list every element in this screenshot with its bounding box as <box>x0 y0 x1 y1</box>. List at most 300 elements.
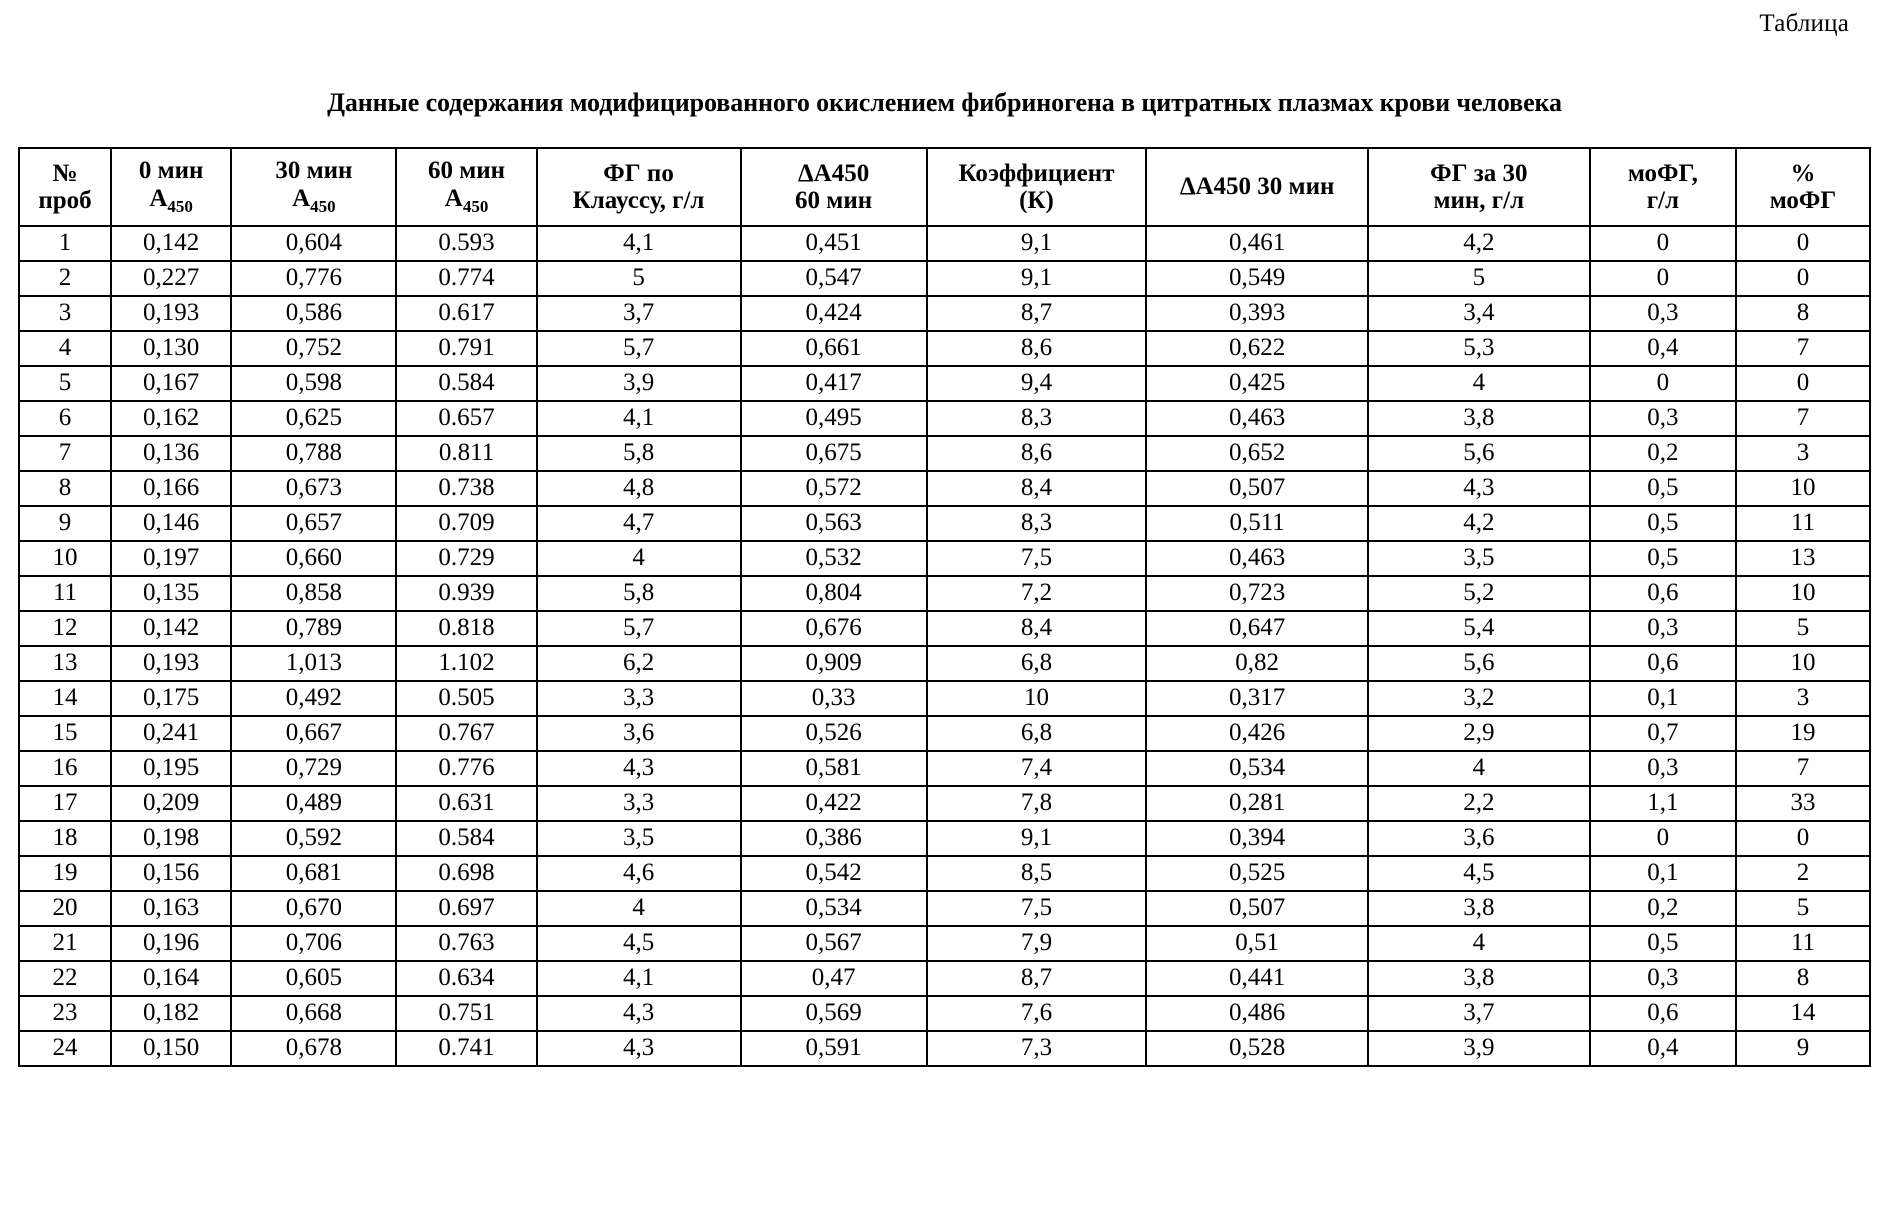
table-cell: 0,4 <box>1590 1031 1736 1066</box>
table-cell: 0.631 <box>396 786 536 821</box>
table-cell: 0,542 <box>741 856 927 891</box>
table-cell: 4,1 <box>537 226 741 261</box>
table-cell: 0,425 <box>1146 366 1368 401</box>
table-cell: 10 <box>927 681 1147 716</box>
table-cell: 5,8 <box>537 576 741 611</box>
table-cell: 3,6 <box>537 716 741 751</box>
table-cell: 3,9 <box>1368 1031 1590 1066</box>
table-cell: 0,591 <box>741 1031 927 1066</box>
table-cell: 10 <box>1736 576 1870 611</box>
table-cell: 0 <box>1736 821 1870 856</box>
table-cell: 4,5 <box>1368 856 1590 891</box>
column-header-subscript: 450 <box>310 196 336 216</box>
table-cell: 0,227 <box>111 261 231 296</box>
table-cell-sample-no: 18 <box>19 821 111 856</box>
table-cell: 11 <box>1736 926 1870 961</box>
table-cell: 7 <box>1736 331 1870 366</box>
table-cell-sample-no: 2 <box>19 261 111 296</box>
table-cell: 0,197 <box>111 541 231 576</box>
table-cell-sample-no: 19 <box>19 856 111 891</box>
column-header-line1: ΔA450 <box>797 159 870 187</box>
column-header-line1: 60 мин <box>428 157 506 185</box>
table-cell: 8 <box>1736 296 1870 331</box>
table-cell-sample-no: 10 <box>19 541 111 576</box>
table-cell: 0,394 <box>1146 821 1368 856</box>
table-cell: 4,5 <box>537 926 741 961</box>
table-cell: 0.698 <box>396 856 536 891</box>
table-row <box>19 436 1870 471</box>
column-header-line2: мин, г/л <box>1433 187 1525 214</box>
table-cell: 0.818 <box>396 611 536 646</box>
table-cell: 7,5 <box>927 541 1147 576</box>
table-cell: 0,549 <box>1146 261 1368 296</box>
table-cell: 0.709 <box>396 506 536 541</box>
table-cell: 0,752 <box>231 331 396 366</box>
table-cell: 9 <box>1736 1031 1870 1066</box>
table-cell: 0,625 <box>231 401 396 436</box>
table-cell: 0,3 <box>1590 611 1736 646</box>
table-cell: 0,5 <box>1590 926 1736 961</box>
table-row <box>19 786 1870 821</box>
table-cell: 0,622 <box>1146 331 1368 366</box>
table-cell: 0.657 <box>396 401 536 436</box>
table-cell: 3,9 <box>537 366 741 401</box>
table-cell-sample-no: 6 <box>19 401 111 436</box>
table-cell: 0,675 <box>741 436 927 471</box>
table-cell: 6,8 <box>927 716 1147 751</box>
column-header-line1: № <box>52 159 78 187</box>
table-cell: 0,47 <box>741 961 927 996</box>
table-cell: 14 <box>1736 996 1870 1031</box>
table-cell: 7,3 <box>927 1031 1147 1066</box>
column-header-0min <box>111 148 231 226</box>
table-cell: 1.102 <box>396 646 536 681</box>
table-cell: 0,668 <box>231 996 396 1031</box>
table-row <box>19 366 1870 401</box>
table-cell: 0,572 <box>741 471 927 506</box>
table-cell: 10 <box>1736 646 1870 681</box>
table-header <box>19 148 1870 226</box>
table-cell: 0,495 <box>741 401 927 436</box>
table-cell: 4,7 <box>537 506 741 541</box>
table-cell: 0,198 <box>111 821 231 856</box>
table-cell-sample-no: 3 <box>19 296 111 331</box>
table-cell: 0,136 <box>111 436 231 471</box>
table-cell: 0.763 <box>396 926 536 961</box>
table-cell: 0,723 <box>1146 576 1368 611</box>
table-cell: 8,7 <box>927 961 1147 996</box>
table-cell: 0,241 <box>111 716 231 751</box>
table-cell: 0.776 <box>396 751 536 786</box>
column-header-delta-a450-30 <box>1146 148 1368 226</box>
table-cell: 0 <box>1590 366 1736 401</box>
table-cell: 0,33 <box>741 681 927 716</box>
table-cell: 0,507 <box>1146 891 1368 926</box>
table-cell: 0,146 <box>111 506 231 541</box>
table-cell: 8,6 <box>927 331 1147 366</box>
table-cell: 9,1 <box>927 261 1147 296</box>
table-cell: 0,592 <box>231 821 396 856</box>
table-cell: 0,2 <box>1590 891 1736 926</box>
table-cell: 7 <box>1736 401 1870 436</box>
table-cell: 3,2 <box>1368 681 1590 716</box>
table-cell: 4,3 <box>1368 471 1590 506</box>
table-cell: 4,3 <box>537 996 741 1031</box>
column-header-line1: ФГ за 30 <box>1430 159 1528 187</box>
table-cell: 3,7 <box>537 296 741 331</box>
table-cell: 0,528 <box>1146 1031 1368 1066</box>
table-cell: 0,5 <box>1590 471 1736 506</box>
table-cell: 0,51 <box>1146 926 1368 961</box>
table-cell: 0,164 <box>111 961 231 996</box>
table-cell: 0,426 <box>1146 716 1368 751</box>
table-cell: 5 <box>537 261 741 296</box>
column-header-delta-a450-60 <box>741 148 927 226</box>
column-header-line2: A <box>149 184 168 212</box>
table-cell: 0,195 <box>111 751 231 786</box>
table-cell: 0 <box>1736 366 1870 401</box>
table-cell: 0,166 <box>111 471 231 506</box>
table-cell-sample-no: 5 <box>19 366 111 401</box>
table-cell: 0,3 <box>1590 961 1736 996</box>
table-cell: 0,281 <box>1146 786 1368 821</box>
table-cell: 4 <box>1368 751 1590 786</box>
table-cell: 0,858 <box>231 576 396 611</box>
table-cell: 10 <box>1736 471 1870 506</box>
page-title: Данные содержания модифицированного окислением фибриногена в цитратных плазмах крови человека <box>327 88 1562 117</box>
table-cell: 0,130 <box>111 331 231 366</box>
data-table <box>18 147 1871 1067</box>
table-cell: 4 <box>537 541 741 576</box>
table-cell: 11 <box>1736 506 1870 541</box>
table-cell: 0,660 <box>231 541 396 576</box>
table-cell: 0,2 <box>1590 436 1736 471</box>
table-cell: 5,4 <box>1368 611 1590 646</box>
table-cell-sample-no: 17 <box>19 786 111 821</box>
table-cell: 0,789 <box>231 611 396 646</box>
table-cell: 0,193 <box>111 646 231 681</box>
table-cell-sample-no: 24 <box>19 1031 111 1066</box>
column-header-line1: % <box>1790 159 1816 187</box>
table-cell: 0.741 <box>396 1031 536 1066</box>
table-cell: 19 <box>1736 716 1870 751</box>
column-header-percent-mofg <box>1736 148 1870 226</box>
table-cell: 0,451 <box>741 226 927 261</box>
table-cell: 4,2 <box>1368 506 1590 541</box>
column-header-fg-30min <box>1368 148 1590 226</box>
table-cell: 4,6 <box>537 856 741 891</box>
table-cell: 3,3 <box>537 681 741 716</box>
table-cell: 0,486 <box>1146 996 1368 1031</box>
table-cell: 0,598 <box>231 366 396 401</box>
table-row <box>19 681 1870 716</box>
table-cell: 0,657 <box>231 506 396 541</box>
table-row <box>19 961 1870 996</box>
table-cell: 0,489 <box>231 786 396 821</box>
table-cell: 0,6 <box>1590 996 1736 1031</box>
table-row <box>19 576 1870 611</box>
table-row <box>19 471 1870 506</box>
table-cell: 0,386 <box>741 821 927 856</box>
table-cell: 0.774 <box>396 261 536 296</box>
table-cell: 0.593 <box>396 226 536 261</box>
table-cell: 3,4 <box>1368 296 1590 331</box>
table-cell: 5,6 <box>1368 646 1590 681</box>
column-header-line2: 60 мин <box>795 187 873 214</box>
table-cell: 5,7 <box>537 611 741 646</box>
column-header-60min <box>396 148 536 226</box>
table-row <box>19 891 1870 926</box>
table-cell: 0.634 <box>396 961 536 996</box>
table-cell: 0,6 <box>1590 646 1736 681</box>
table-cell: 9,4 <box>927 366 1147 401</box>
table-cell: 0,534 <box>741 891 927 926</box>
table-cell: 0,150 <box>111 1031 231 1066</box>
table-cell: 0,681 <box>231 856 396 891</box>
table-row <box>19 716 1870 751</box>
table-cell: 0,135 <box>111 576 231 611</box>
table-cell-sample-no: 11 <box>19 576 111 611</box>
table-cell: 0,604 <box>231 226 396 261</box>
table-cell: 0,156 <box>111 856 231 891</box>
table-cell: 0,163 <box>111 891 231 926</box>
table-cell: 7,9 <box>927 926 1147 961</box>
table-cell: 0,6 <box>1590 576 1736 611</box>
table-cell: 0,167 <box>111 366 231 401</box>
table-header-row <box>19 148 1870 226</box>
table-row <box>19 296 1870 331</box>
table-cell: 0.939 <box>396 576 536 611</box>
table-cell: 0.697 <box>396 891 536 926</box>
table-cell: 5 <box>1736 891 1870 926</box>
table-cell: 0,196 <box>111 926 231 961</box>
table-cell: 0,393 <box>1146 296 1368 331</box>
table-cell: 0.738 <box>396 471 536 506</box>
table-cell: 1,1 <box>1590 786 1736 821</box>
table-cell: 0,569 <box>741 996 927 1031</box>
column-header-line2: проб <box>38 187 92 214</box>
table-row <box>19 226 1870 261</box>
table-cell: 3,6 <box>1368 821 1590 856</box>
table-row <box>19 401 1870 436</box>
column-header-line2: Клауссу, г/л <box>572 187 705 214</box>
table-cell: 0,652 <box>1146 436 1368 471</box>
table-cell: 3,5 <box>1368 541 1590 576</box>
table-cell: 0,581 <box>741 751 927 786</box>
table-cell: 0,909 <box>741 646 927 681</box>
table-cell: 7 <box>1736 751 1870 786</box>
column-header-line1: 0 мин <box>138 157 204 185</box>
table-cell: 8,5 <box>927 856 1147 891</box>
table-cell: 8 <box>1736 961 1870 996</box>
table-cell: 0,5 <box>1590 506 1736 541</box>
column-header-sample-no <box>19 148 111 226</box>
table-cell: 3,5 <box>537 821 741 856</box>
table-cell: 0,3 <box>1590 401 1736 436</box>
column-header-fg-clauss <box>537 148 741 226</box>
table-cell-sample-no: 16 <box>19 751 111 786</box>
table-row <box>19 331 1870 366</box>
table-row <box>19 611 1870 646</box>
table-cell-sample-no: 1 <box>19 226 111 261</box>
column-header-line1: моФГ, <box>1627 159 1698 187</box>
table-cell: 4,1 <box>537 961 741 996</box>
table-cell: 8,6 <box>927 436 1147 471</box>
table-cell: 0,706 <box>231 926 396 961</box>
table-cell-sample-no: 23 <box>19 996 111 1031</box>
table-cell: 6,2 <box>537 646 741 681</box>
table-cell: 0.767 <box>396 716 536 751</box>
table-cell: 0,567 <box>741 926 927 961</box>
table-cell: 0,605 <box>231 961 396 996</box>
column-header-line2: г/л <box>1646 187 1680 214</box>
table-row <box>19 751 1870 786</box>
data-table-container <box>18 147 1871 1067</box>
table-cell: 3,7 <box>1368 996 1590 1031</box>
table-cell: 4,8 <box>537 471 741 506</box>
table-row <box>19 996 1870 1031</box>
table-cell: 5,2 <box>1368 576 1590 611</box>
table-cell: 5,6 <box>1368 436 1590 471</box>
table-cell-sample-no: 14 <box>19 681 111 716</box>
table-cell: 4 <box>537 891 741 926</box>
table-cell-sample-no: 15 <box>19 716 111 751</box>
table-cell: 0,1 <box>1590 856 1736 891</box>
table-cell: 8,3 <box>927 401 1147 436</box>
table-cell: 0.617 <box>396 296 536 331</box>
table-cell: 0,422 <box>741 786 927 821</box>
table-cell-sample-no: 21 <box>19 926 111 961</box>
table-cell: 0,142 <box>111 611 231 646</box>
table-row <box>19 261 1870 296</box>
table-cell: 0,3 <box>1590 296 1736 331</box>
table-row <box>19 541 1870 576</box>
table-cell: 13 <box>1736 541 1870 576</box>
table-cell: 0,4 <box>1590 331 1736 366</box>
column-header-subscript: 450 <box>462 196 489 216</box>
table-cell: 7,6 <box>927 996 1147 1031</box>
table-cell: 0,3 <box>1590 751 1736 786</box>
table-cell: 0,647 <box>1146 611 1368 646</box>
table-cell: 6,8 <box>927 646 1147 681</box>
table-cell: 0,667 <box>231 716 396 751</box>
table-cell-sample-no: 12 <box>19 611 111 646</box>
column-header-30min <box>231 148 396 226</box>
column-header-subscript: 450 <box>167 196 193 216</box>
column-header-line2: A <box>292 184 311 212</box>
table-cell: 0,182 <box>111 996 231 1031</box>
column-header-line2: (К) <box>1019 187 1054 214</box>
column-header-line1: Коэффициент <box>958 159 1115 187</box>
table-cell: 9,1 <box>927 821 1147 856</box>
table-cell: 33 <box>1736 786 1870 821</box>
table-cell: 0,804 <box>741 576 927 611</box>
table-cell: 0.791 <box>396 331 536 366</box>
table-cell: 0,463 <box>1146 401 1368 436</box>
table-cell: 7,2 <box>927 576 1147 611</box>
table-cell: 0,586 <box>231 296 396 331</box>
table-cell-sample-no: 13 <box>19 646 111 681</box>
table-cell: 9,1 <box>927 226 1147 261</box>
table-cell: 0.584 <box>396 821 536 856</box>
table-cell: 0,7 <box>1590 716 1736 751</box>
table-cell: 3,8 <box>1368 961 1590 996</box>
table-cell: 2 <box>1736 856 1870 891</box>
table-row <box>19 856 1870 891</box>
table-cell-sample-no: 20 <box>19 891 111 926</box>
column-header-line1: ФГ по <box>603 159 674 187</box>
table-cell: 0,678 <box>231 1031 396 1066</box>
table-cell: 0,547 <box>741 261 927 296</box>
table-cell: 0.584 <box>396 366 536 401</box>
table-cell: 0,193 <box>111 296 231 331</box>
table-cell: 3 <box>1736 681 1870 716</box>
table-cell: 0,424 <box>741 296 927 331</box>
table-cell: 0,776 <box>231 261 396 296</box>
table-cell: 0,534 <box>1146 751 1368 786</box>
table-cell-sample-no: 8 <box>19 471 111 506</box>
table-cell: 7,8 <box>927 786 1147 821</box>
table-row <box>19 1031 1870 1066</box>
table-cell: 7,5 <box>927 891 1147 926</box>
table-cell: 4 <box>1368 366 1590 401</box>
table-cell: 4 <box>1368 926 1590 961</box>
table-cell: 0,463 <box>1146 541 1368 576</box>
column-header-line1: 30 мин <box>275 157 353 185</box>
table-cell: 4,2 <box>1368 226 1590 261</box>
table-cell: 0,5 <box>1590 541 1736 576</box>
table-cell: 0.729 <box>396 541 536 576</box>
table-cell: 0,661 <box>741 331 927 366</box>
column-header-mofg <box>1590 148 1736 226</box>
table-cell: 0.751 <box>396 996 536 1031</box>
table-cell: 0,417 <box>741 366 927 401</box>
column-header-line2: A <box>444 184 463 212</box>
table-cell: 0 <box>1590 261 1736 296</box>
table-cell: 0,175 <box>111 681 231 716</box>
table-cell: 4,3 <box>537 1031 741 1066</box>
table-cell: 1,013 <box>231 646 396 681</box>
table-cell: 0,526 <box>741 716 927 751</box>
table-cell: 0,511 <box>1146 506 1368 541</box>
table-cell-sample-no: 9 <box>19 506 111 541</box>
table-cell: 3,8 <box>1368 891 1590 926</box>
table-cell-sample-no: 4 <box>19 331 111 366</box>
table-cell: 0,492 <box>231 681 396 716</box>
table-cell: 0,507 <box>1146 471 1368 506</box>
table-cell: 0,1 <box>1590 681 1736 716</box>
table-cell: 0 <box>1736 261 1870 296</box>
table-row <box>19 506 1870 541</box>
table-cell: 0 <box>1736 226 1870 261</box>
table-row <box>19 821 1870 856</box>
table-cell: 8,7 <box>927 296 1147 331</box>
table-cell: 5 <box>1736 611 1870 646</box>
table-cell: 0,317 <box>1146 681 1368 716</box>
table-row <box>19 926 1870 961</box>
table-cell: 2,2 <box>1368 786 1590 821</box>
table-cell: 0,525 <box>1146 856 1368 891</box>
table-cell: 8,3 <box>927 506 1147 541</box>
table-cell: 0,676 <box>741 611 927 646</box>
table-cell: 0,673 <box>231 471 396 506</box>
table-cell: 0,461 <box>1146 226 1368 261</box>
table-cell: 0,563 <box>741 506 927 541</box>
table-cell-sample-no: 7 <box>19 436 111 471</box>
table-cell: 0,441 <box>1146 961 1368 996</box>
table-cell: 0,82 <box>1146 646 1368 681</box>
table-cell: 0.811 <box>396 436 536 471</box>
